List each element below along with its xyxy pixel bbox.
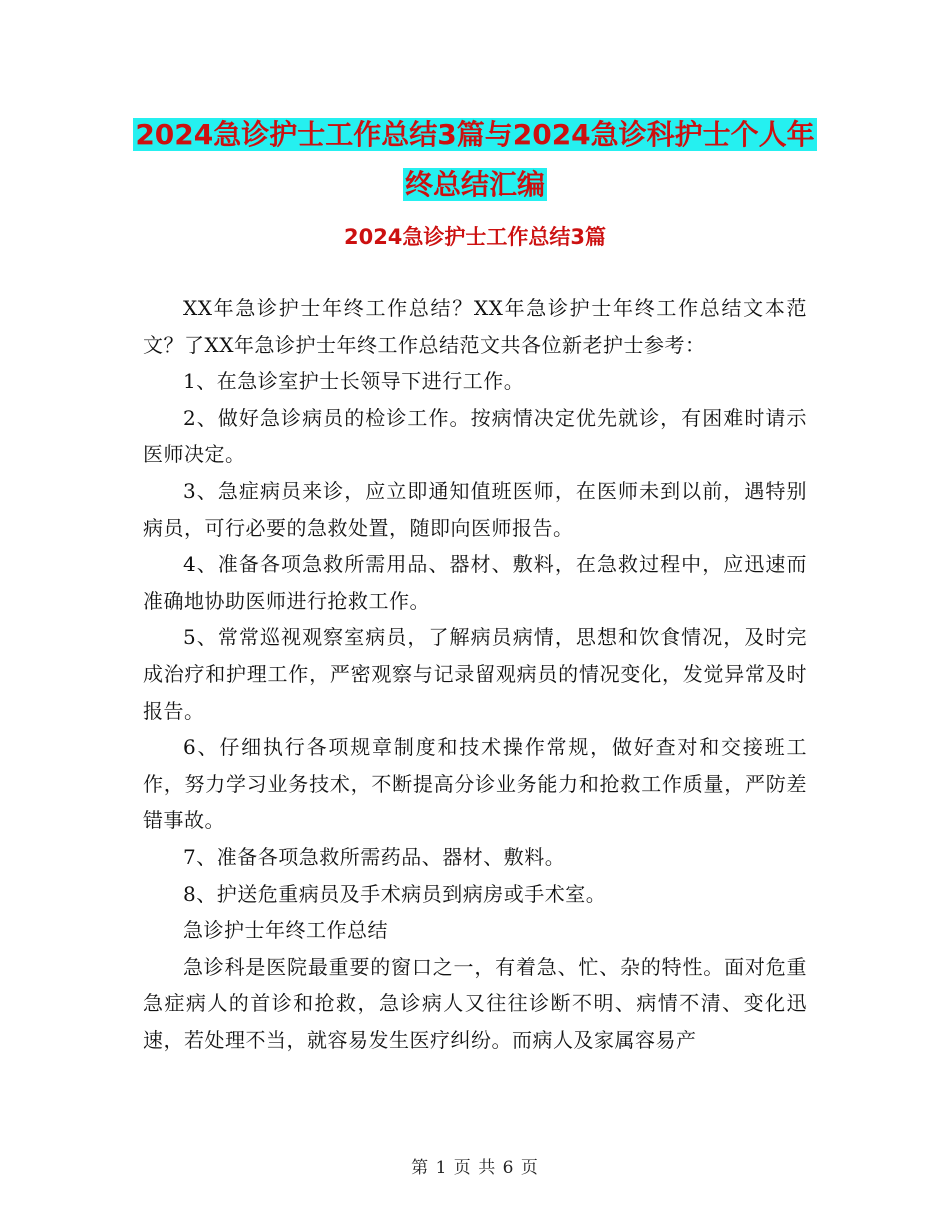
paragraph-item-7: 7、准备各项急救所需药品、器材、敷料。 — [183, 844, 566, 869]
paragraph-intro: XX年急诊护士年终工作总结？XX年急诊护士年终工作总结文本范文？了XX年急诊护士年终工作总结范文共各位新老护士参考： — [143, 296, 807, 357]
paragraph-item-2: 2、做好急诊病员的检诊工作。按病情决定优先就诊，有困难时请示医师决定。 — [143, 405, 807, 467]
paragraph-item-8: 8、护送危重病员及手术病员到病房或手术室。 — [183, 881, 607, 906]
document-title-line-2: 终总结汇编 — [404, 168, 545, 201]
paragraph-subheading: 急诊护士年终工作总结 — [183, 918, 388, 943]
paragraph-item-6: 6、仔细执行各项规章制度和技术操作常规，做好查对和交接班工作，努力学习业务技术，不断提高分诊业务能力和抢救工作质量，严防差错事故。 — [143, 735, 807, 833]
document-title-line-1: 2024急诊护士工作总结3篇与2024急诊科护士个人年 — [135, 118, 815, 151]
paragraph-emergency-dept: 急诊科是医院最重要的窗口之一，有着急、忙、杂的特性。面对危重急症病人的首诊和抢救，急诊病人又往往诊断不明、病情不清、变化迅速，若处理不当，就容易发生医疗纠纷。而病人及家属容易产 — [143, 954, 807, 1052]
document-body — [143, 290, 807, 1058]
page-footer: 第 1 页 共 6 页 — [411, 1158, 539, 1178]
paragraph-item-4: 4、准备各项急救所需用品、器材、敷料，在急救过程中，应迅速而准确地协助医师进行抢救工作。 — [143, 552, 807, 613]
paragraph-item-1: 1、在急诊室护士长领导下进行工作。 — [183, 369, 525, 394]
paragraph-item-5: 5、常常巡视观察室病员，了解病员病情，思想和饮食情况，及时完成治疗和护理工作，严密观察与记录留观病员的情况变化，发觉异常及时报告。 — [143, 625, 807, 723]
section-title: 2024急诊护士工作总结3篇 — [343, 225, 607, 249]
document-title — [0, 110, 950, 210]
paragraph-item-3: 3、急症病员来诊，应立即通知值班医师，在医师未到以前，遇特别病员，可行必要的急救处置，随即向医师报告。 — [143, 478, 807, 540]
